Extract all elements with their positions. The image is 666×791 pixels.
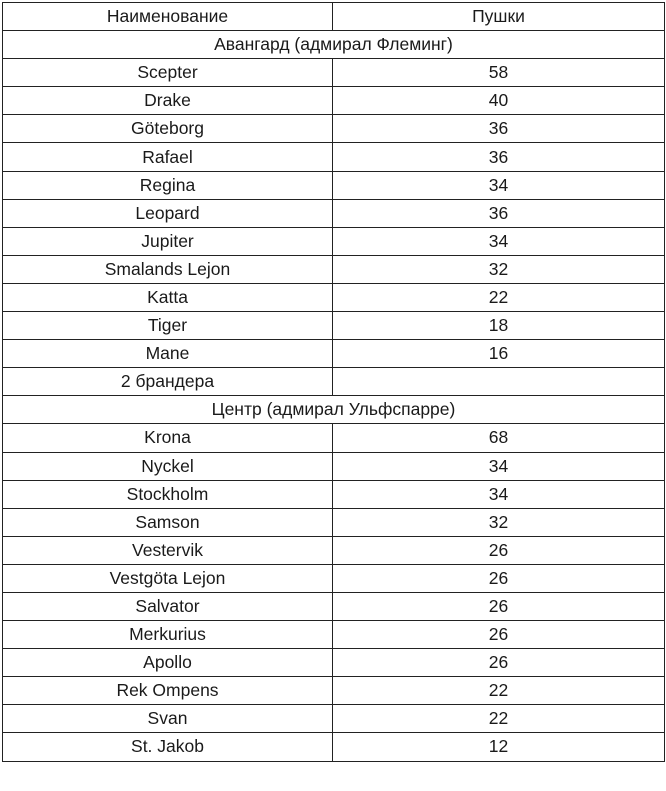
ship-name-cell: Krona: [3, 424, 333, 452]
table-row: [3, 536, 665, 564]
section-title: Центр (адмирал Ульфспарре): [3, 396, 665, 424]
table-row: [3, 59, 665, 87]
guns-cell: 34: [333, 227, 665, 255]
column-header-guns: Пушки: [333, 3, 665, 31]
ship-name-cell: Vestgöta Lejon: [3, 564, 333, 592]
guns-cell: 26: [333, 592, 665, 620]
ship-name-cell: Katta: [3, 283, 333, 311]
table-row: [3, 283, 665, 311]
table-row: [3, 255, 665, 283]
guns-cell: 68: [333, 424, 665, 452]
ship-name-cell: Smalands Lejon: [3, 255, 333, 283]
ship-name-cell: Scepter: [3, 59, 333, 87]
table-row: [3, 368, 665, 396]
table-row: [3, 115, 665, 143]
ship-name-cell: Stockholm: [3, 480, 333, 508]
ship-name-cell: Rek Ompens: [3, 677, 333, 705]
table-row: [3, 508, 665, 536]
table-row: [3, 649, 665, 677]
ship-name-cell: Nyckel: [3, 452, 333, 480]
guns-cell: 18: [333, 312, 665, 340]
table-row: [3, 705, 665, 733]
guns-cell: 34: [333, 171, 665, 199]
ship-name-cell: Vestervik: [3, 536, 333, 564]
ship-name-cell: Leopard: [3, 199, 333, 227]
ship-name-cell: 2 брандера: [3, 368, 333, 396]
section-header-row: [3, 31, 665, 59]
header-row: [3, 3, 665, 31]
guns-cell: 12: [333, 733, 665, 761]
ship-name-cell: Salvator: [3, 592, 333, 620]
table-row: [3, 87, 665, 115]
table-row: [3, 452, 665, 480]
guns-cell: 58: [333, 59, 665, 87]
guns-cell: 26: [333, 621, 665, 649]
guns-cell: 16: [333, 340, 665, 368]
table-row: [3, 621, 665, 649]
table-row: [3, 340, 665, 368]
guns-cell: 26: [333, 536, 665, 564]
section-title: Авангард (адмирал Флеминг): [3, 31, 665, 59]
guns-cell: 36: [333, 115, 665, 143]
ship-name-cell: Samson: [3, 508, 333, 536]
table-row: [3, 677, 665, 705]
column-header-name: Наименование: [3, 3, 333, 31]
ship-name-cell: Apollo: [3, 649, 333, 677]
guns-cell: [333, 368, 665, 396]
ship-name-cell: Göteborg: [3, 115, 333, 143]
guns-cell: 34: [333, 480, 665, 508]
ship-name-cell: Drake: [3, 87, 333, 115]
guns-cell: 34: [333, 452, 665, 480]
ship-name-cell: Merkurius: [3, 621, 333, 649]
guns-cell: 22: [333, 677, 665, 705]
guns-cell: 36: [333, 199, 665, 227]
ships-table: [2, 2, 665, 762]
ship-name-cell: Jupiter: [3, 227, 333, 255]
table-row: [3, 143, 665, 171]
guns-cell: 40: [333, 87, 665, 115]
guns-cell: 22: [333, 283, 665, 311]
ship-name-cell: St. Jakob: [3, 733, 333, 761]
table-row: [3, 564, 665, 592]
ship-name-cell: Mane: [3, 340, 333, 368]
guns-cell: 26: [333, 564, 665, 592]
ship-name-cell: Rafael: [3, 143, 333, 171]
table-row: [3, 480, 665, 508]
table-row: [3, 424, 665, 452]
table-row: [3, 733, 665, 761]
table-row: [3, 312, 665, 340]
table-row: [3, 199, 665, 227]
table-row: [3, 227, 665, 255]
table-body: [3, 31, 665, 761]
guns-cell: 32: [333, 508, 665, 536]
guns-cell: 22: [333, 705, 665, 733]
section-header-row: [3, 396, 665, 424]
guns-cell: 36: [333, 143, 665, 171]
table-row: [3, 592, 665, 620]
ship-name-cell: Svan: [3, 705, 333, 733]
guns-cell: 26: [333, 649, 665, 677]
ship-name-cell: Tiger: [3, 312, 333, 340]
guns-cell: 32: [333, 255, 665, 283]
ship-name-cell: Regina: [3, 171, 333, 199]
table-row: [3, 171, 665, 199]
